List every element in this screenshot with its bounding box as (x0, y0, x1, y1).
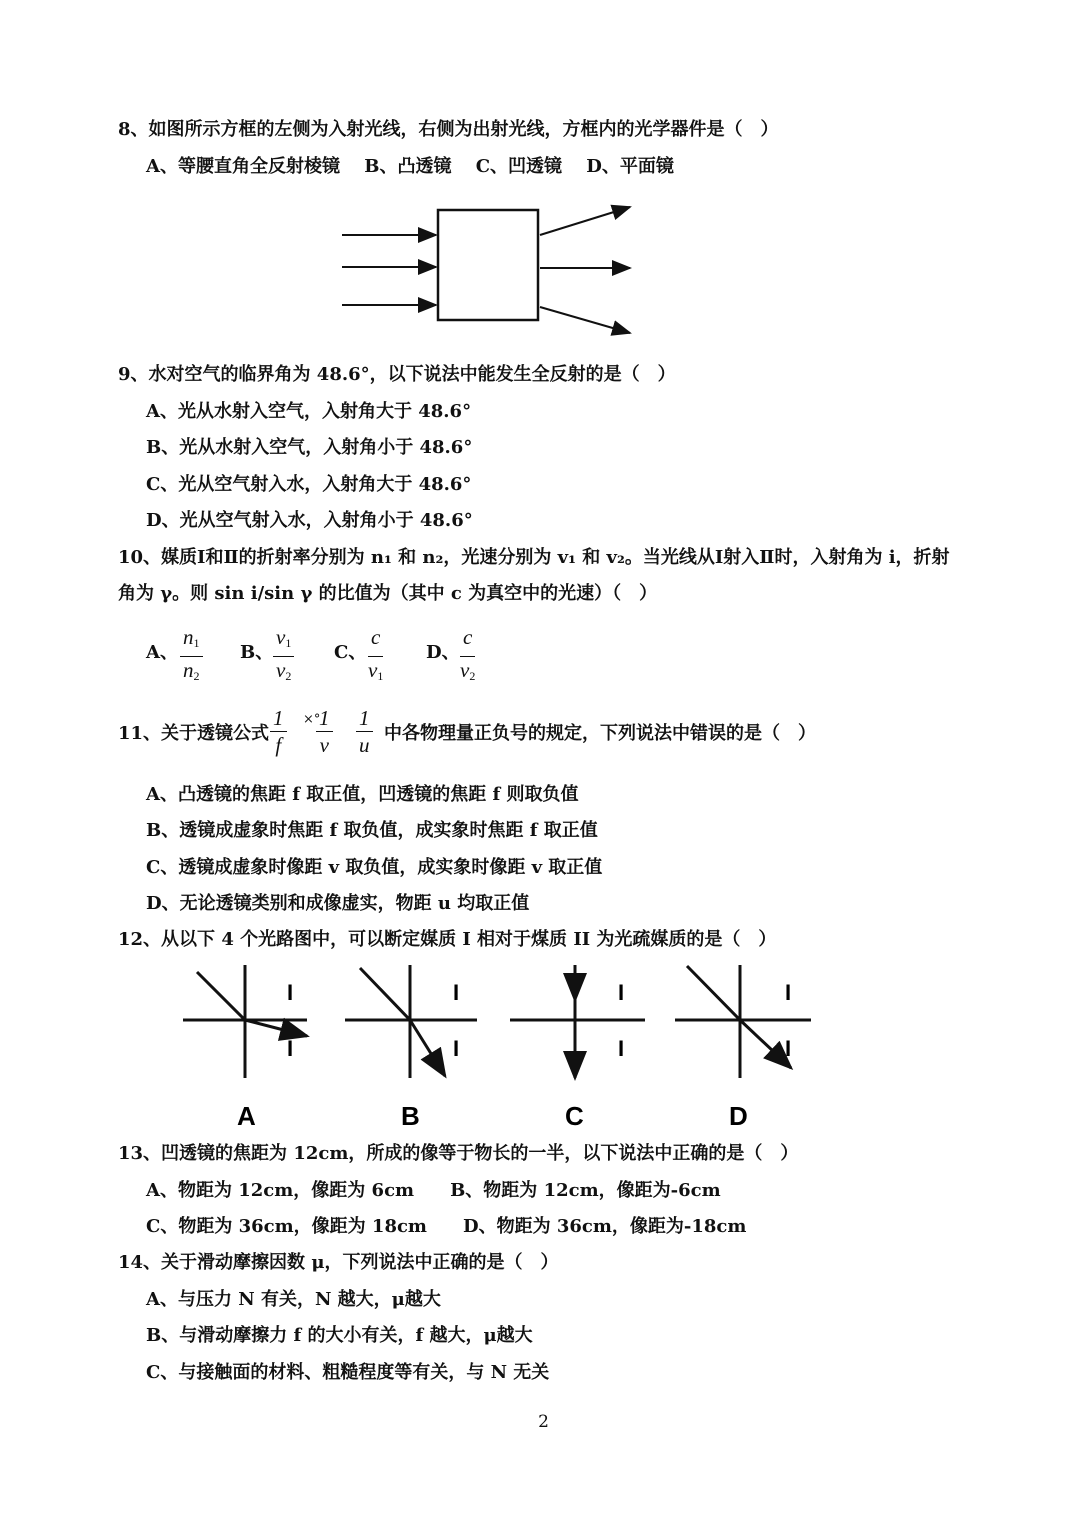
q10-stem-line1: 10、媒质Ⅰ和Ⅱ的折射率分别为 n₁ 和 n₂，光速分别为 v₁ 和 v₂。当光线从Ⅰ射入Ⅱ时，入射角为 i，折射 (118, 547, 950, 568)
lens-formula-garbled-symbol: ×° (303, 712, 321, 727)
diagram-d-medium-bottom: I (785, 1036, 792, 1061)
lens-formula-term-f: $\frac{1}{f}$ (270, 705, 287, 758)
q10-option-d-label: D、 (426, 642, 460, 663)
q10-option-c-label: C、 (334, 642, 367, 663)
diagram-c-label: C (565, 1101, 584, 1131)
q10-option-b-fraction: $\frac{v_1}{v_2}$ (273, 624, 294, 689)
diagram-b (345, 965, 477, 1131)
q14-option-b: B、与滑动摩擦力 f 的大小有关，f 越大，μ越大 (146, 1325, 533, 1346)
q12-stem: 12、从以下 4 个光路图中，可以断定媒质 I 相对于煤质 II 为光疏媒质的是（ ） (118, 929, 777, 950)
diagram-d-medium-top: I (785, 980, 792, 1005)
diagram-a-medium-top: I (287, 980, 294, 1005)
q8-optical-box-diagram (330, 195, 650, 345)
diagram-a-medium-bottom: I (287, 1036, 294, 1061)
diagram-d (675, 965, 811, 1131)
diagram-c-medium-bottom: I (618, 1036, 625, 1061)
q10-option-a-fraction: $\frac{n_1}{n_2}$ (180, 624, 203, 689)
diagram-c-medium-top: I (618, 980, 625, 1005)
q8-stem: 8、如图所示方框的左侧为入射光线，右侧为出射光线，方框内的光学器件是（ ） (118, 119, 779, 140)
q13-options-ab: A、物距为 12cm，像距为 6cm B、物距为 12cm，像距为-6cm (146, 1180, 721, 1201)
q12-light-path-diagrams (175, 960, 825, 1135)
q11-option-c: C、透镜成虚象时像距 v 取负值，成实象时像距 v 取正值 (146, 857, 603, 878)
q10-option-c-fraction: $\frac{c}{v_1}$ (368, 625, 384, 683)
diagram-a-label: A (237, 1101, 256, 1131)
q9-stem: 9、水对空气的临界角为 48.6°，以下说法中能发生全反射的是（ ） (118, 364, 676, 385)
q11-option-d: D、无论透镜类别和成像虚实，物距 u 均取正值 (146, 893, 530, 914)
q9-option-b: B、光从水射入空气，入射角小于 48.6° (146, 437, 473, 458)
q13-stem: 13、凹透镜的焦距为 12cm，所成的像等于物长的一半，以下说法中正确的是（ ） (118, 1143, 799, 1164)
emergent-ray-1 (540, 207, 630, 235)
page-number: 2 (538, 1412, 549, 1432)
lens-formula-term-v: $\frac{1}{v}$ (316, 705, 333, 758)
diagram-b-medium-top: I (453, 980, 460, 1005)
q11-suffix: 中各物理量正负号的规定，下列说法中错误的是（ ） (384, 723, 816, 744)
q11-prefix: 11、关于透镜公式 (118, 723, 270, 744)
q10-option-d-fraction: $\frac{c}{v_2}$ (460, 625, 476, 683)
q9-option-c: C、光从空气射入水，入射角大于 48.6° (146, 474, 472, 495)
q9-option-d: D、光从空气射入水，入射角小于 48.6° (146, 510, 473, 531)
q14-option-a: A、与压力 N 有关，N 越大，μ越大 (146, 1289, 441, 1310)
diagram-b-label: B (401, 1101, 420, 1131)
emergent-ray-3 (540, 307, 630, 333)
lens-formula-term-u: $\frac{1}{u}$ (356, 705, 373, 758)
q11-option-b: B、透镜成虚象时焦距 f 取负值，成实象时焦距 f 取正值 (146, 820, 598, 841)
diagram-d-label: D (729, 1101, 748, 1131)
optical-device-box (438, 210, 538, 320)
q11-option-a: A、凸透镜的焦距 f 取正值，凹透镜的焦距 f 则取负值 (146, 784, 579, 805)
q14-option-c: C、与接触面的材料、粗糙程度等有关，与 N 无关 (146, 1362, 550, 1383)
q10-stem-line2: 角为 γ。则 sin i/sin γ 的比值为（其中 c 为真空中的光速）（ ） (118, 583, 658, 604)
diagram-b-medium-bottom: I (453, 1036, 460, 1061)
q13-options-cd: C、物距为 36cm，像距为 18cm D、物距为 36cm，像距为-18cm (146, 1216, 747, 1237)
q9-option-a: A、光从水射入空气，入射角大于 48.6° (146, 401, 472, 422)
q10-option-a-label: A、 (146, 642, 178, 663)
q14-stem: 14、关于滑动摩擦因数 μ，下列说法中正确的是（ ） (118, 1252, 559, 1273)
diagram-c (510, 965, 645, 1131)
diagram-a (183, 965, 307, 1131)
q8-options: A、等腰直角全反射棱镜 B、凸透镜 C、凹透镜 D、平面镜 (146, 156, 674, 177)
q10-option-b-label: B、 (240, 642, 274, 663)
